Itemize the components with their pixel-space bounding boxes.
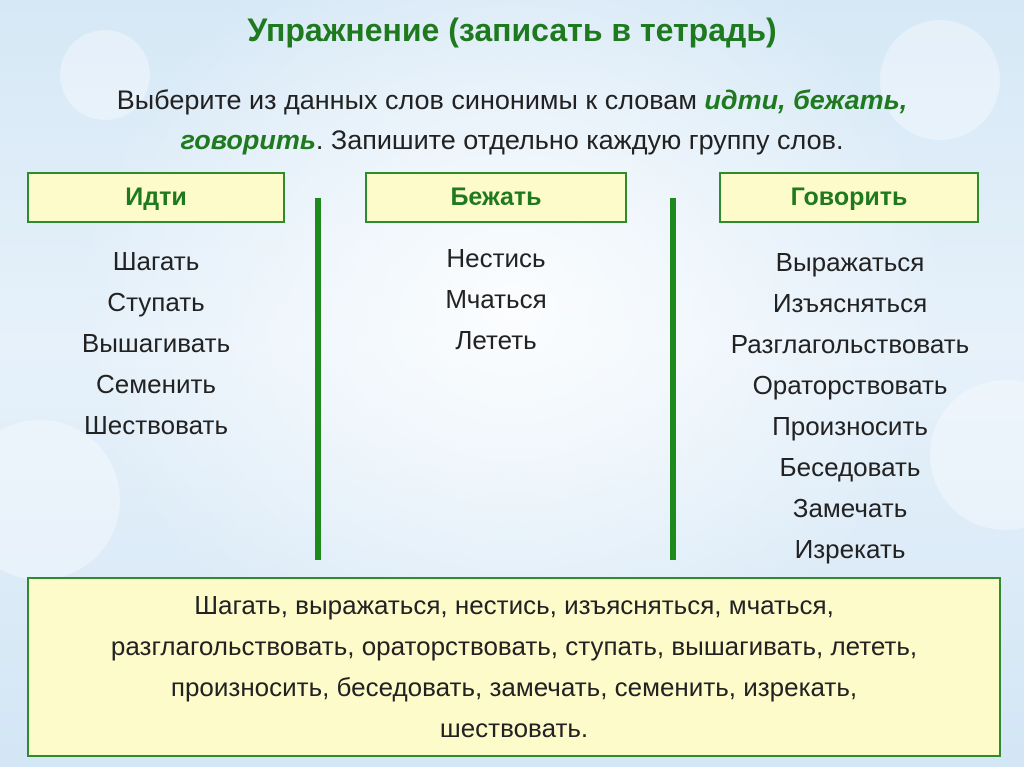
- list-item: Замечать: [792, 493, 908, 523]
- word-bank-line: произносить, беседовать, замечать, семенить, изрекать,: [170, 672, 858, 702]
- list-item: Изрекать: [794, 534, 906, 564]
- heading-label: Бежать: [450, 183, 542, 211]
- heading-label: Говорить: [790, 183, 908, 211]
- list-item: Произносить: [772, 411, 928, 441]
- list-item: Изъясняться: [772, 288, 928, 318]
- column-divider: [315, 198, 321, 560]
- heading-govorit: [719, 172, 979, 223]
- heading-idti: [27, 172, 285, 223]
- column-divider: [670, 198, 676, 560]
- word-list-govorit: [700, 242, 1000, 570]
- word-list-idti: [27, 241, 285, 446]
- list-item: Лететь: [455, 325, 537, 355]
- heading-bezhat: [365, 172, 627, 223]
- list-item: Вышагивать: [81, 328, 231, 358]
- word-bank-line: шествовать.: [439, 713, 589, 743]
- highlight-word: говорить: [180, 125, 316, 155]
- list-item: Выражаться: [775, 247, 925, 277]
- list-item: Шагать: [112, 246, 200, 276]
- heading-label: Идти: [125, 183, 187, 211]
- word-bank-box: [27, 577, 1001, 757]
- list-item: Мчаться: [445, 284, 547, 314]
- list-item: Шествовать: [83, 410, 229, 440]
- highlight-words: идти, бежать,: [704, 85, 908, 115]
- word-list-bezhat: [365, 238, 627, 361]
- list-item: Семенить: [96, 369, 216, 399]
- instructions-text: . Запишите отдельно каждую группу слов.: [315, 125, 844, 155]
- word-bank-line: разглагольствовать, ораторствовать, ступать, вышагивать, лететь,: [110, 631, 918, 661]
- list-item: Нестись: [446, 243, 546, 273]
- list-item: Разглагольствовать: [730, 329, 970, 359]
- list-item: Ступать: [107, 287, 205, 317]
- slide-title: Упражнение (записать в тетрадь): [247, 12, 777, 48]
- list-item: Беседовать: [779, 452, 921, 482]
- list-item: Ораторствовать: [752, 370, 948, 400]
- instructions-text: Выберите из данных слов синонимы к словам: [116, 85, 705, 115]
- word-bank-line: Шагать, выражаться, нестись, изъясняться, мчаться,: [194, 590, 834, 620]
- instructions: [40, 80, 984, 160]
